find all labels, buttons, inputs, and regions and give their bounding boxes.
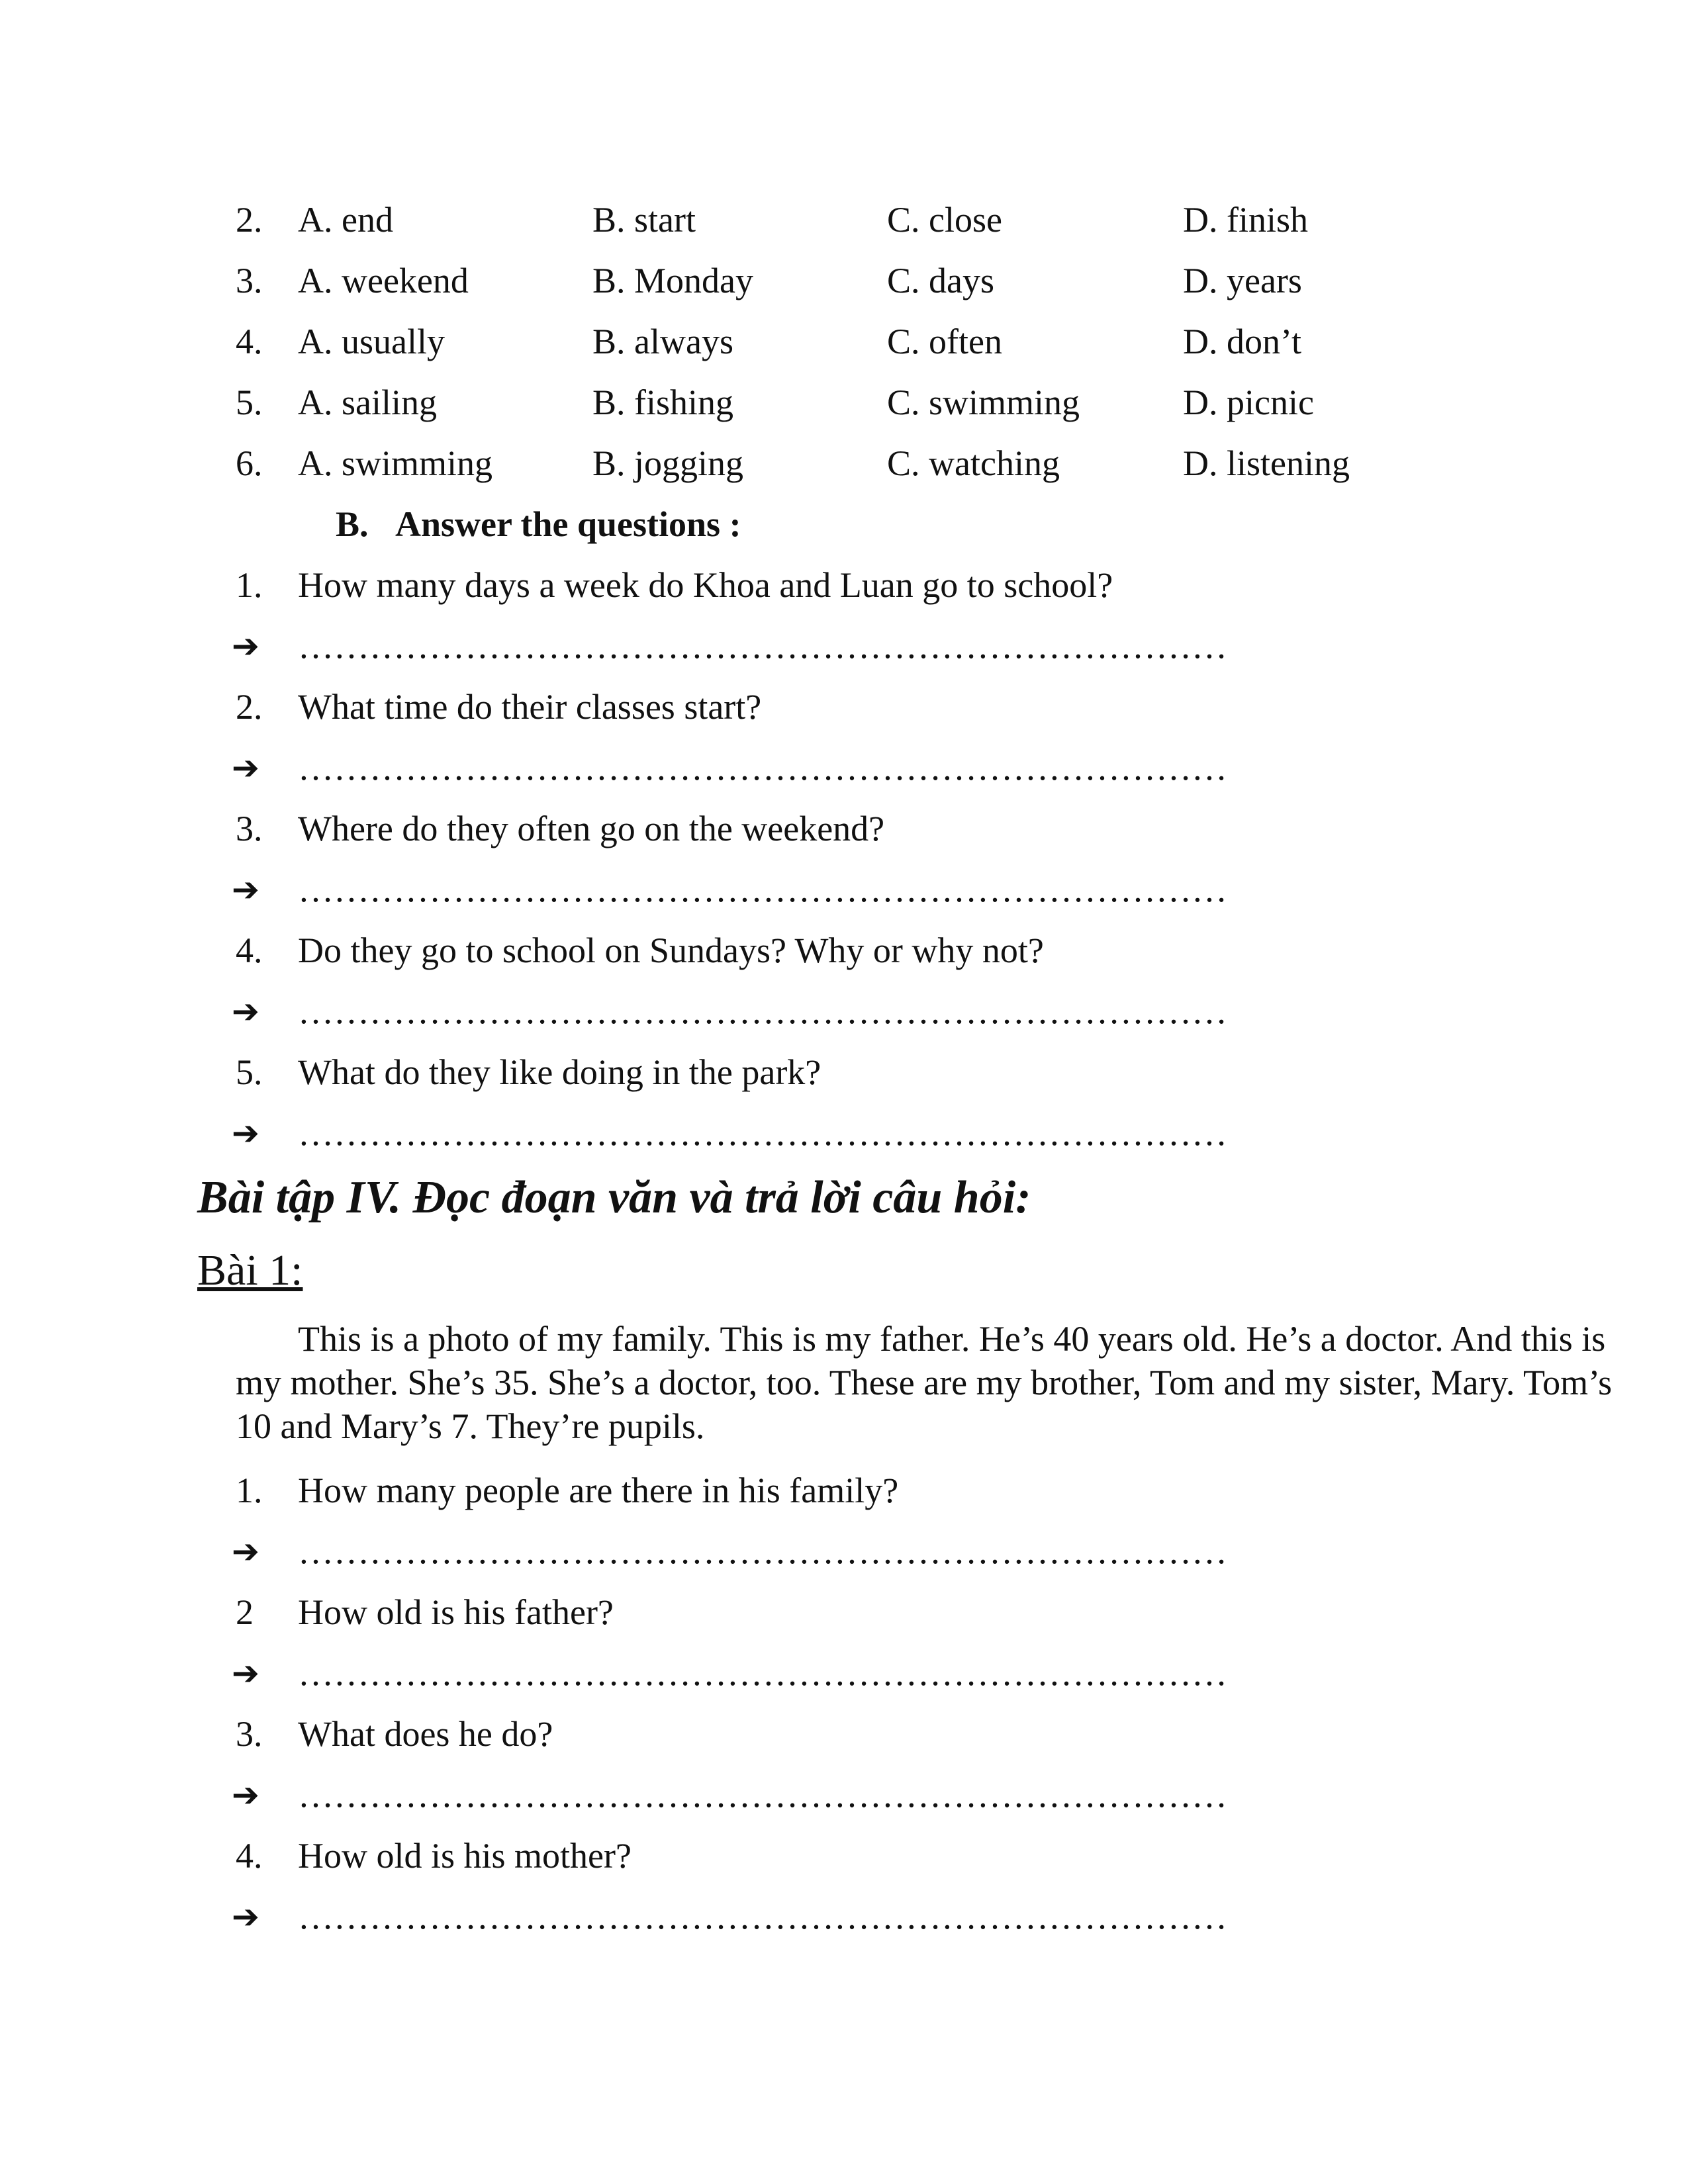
option-c: C. watching <box>887 443 1060 483</box>
question-text: How many people are there in his family? <box>298 1471 899 1510</box>
question-number: 2. <box>236 687 263 727</box>
question-text: Where do they often go on the weekend? <box>298 809 885 848</box>
option-d: D. years <box>1183 261 1302 300</box>
option-b: B. jogging <box>592 443 744 483</box>
arrow-icon: ➔ <box>232 1654 259 1692</box>
answer-blank[interactable]: …………………………………………………………………… <box>298 1113 1227 1153</box>
option-b: B. fishing <box>592 383 734 422</box>
arrow-icon: ➔ <box>232 1776 259 1814</box>
mcq-number: 6. <box>236 443 263 483</box>
answer-blank[interactable]: …………………………………………………………………… <box>298 626 1227 666</box>
option-c: C. swimming <box>887 383 1080 422</box>
question-number: 1. <box>236 565 263 605</box>
question-text: What does he do? <box>298 1714 553 1754</box>
section-title: Bài tập IV. Đọc đoạn văn và trả lời câu hỏi: <box>197 1172 1031 1223</box>
option-c: C. close <box>887 200 1002 240</box>
answer-blank[interactable]: …………………………………………………………………… <box>298 1653 1227 1693</box>
arrow-icon: ➔ <box>232 1114 259 1152</box>
question-number: 4. <box>236 931 263 970</box>
option-b: B. start <box>592 200 696 240</box>
question-text: What time do their classes start? <box>298 687 762 727</box>
option-a: A. weekend <box>298 261 469 300</box>
question-text: How many days a week do Khoa and Luan go to school? <box>298 565 1113 605</box>
reading-passage: This is a photo of my family. This is my father. He’s 40 years old. He’s a doctor. And this is my mother. She’s 35. She’s a doctor, too. These are my brother, Tom and my sister, Mary. Tom’s 10 and Mary’s 7. They’re pupils. <box>236 1319 1613 1446</box>
arrow-icon: ➔ <box>232 870 259 909</box>
option-b: B. Monday <box>592 261 753 300</box>
option-a: A. end <box>298 200 393 240</box>
answer-blank[interactable]: …………………………………………………………………… <box>298 1775 1227 1815</box>
option-d: D. finish <box>1183 200 1308 240</box>
arrow-icon: ➔ <box>232 1897 259 1936</box>
arrow-icon: ➔ <box>232 992 259 1030</box>
part-b-label: B. <box>336 504 369 544</box>
mcq-number: 3. <box>236 261 263 300</box>
arrow-icon: ➔ <box>232 749 259 787</box>
question-text: How old is his mother? <box>298 1836 632 1876</box>
option-d: D. don’t <box>1183 322 1302 361</box>
question-number: 3. <box>236 809 263 848</box>
answer-blank[interactable]: …………………………………………………………………… <box>298 1897 1227 1936</box>
answer-blank[interactable]: …………………………………………………………………… <box>298 870 1227 909</box>
question-number: 2 <box>236 1592 254 1632</box>
option-a: A. swimming <box>298 443 493 483</box>
mcq-number: 2. <box>236 200 263 240</box>
option-b: B. always <box>592 322 733 361</box>
question-text: How old is his father? <box>298 1592 614 1632</box>
mcq-number: 5. <box>236 383 263 422</box>
question-number: 3. <box>236 1714 263 1754</box>
option-a: A. usually <box>298 322 445 361</box>
answer-blank[interactable]: …………………………………………………………………… <box>298 1531 1227 1571</box>
question-number: 4. <box>236 1836 263 1876</box>
option-a: A. sailing <box>298 383 437 422</box>
exercise-subtitle: Bài 1: <box>197 1246 303 1295</box>
answer-blank[interactable]: …………………………………………………………………… <box>298 748 1227 788</box>
question-number: 1. <box>236 1471 263 1510</box>
question-text: Do they go to school on Sundays? Why or why not? <box>298 931 1044 970</box>
arrow-icon: ➔ <box>232 627 259 665</box>
mcq-number: 4. <box>236 322 263 361</box>
option-c: C. days <box>887 261 994 300</box>
arrow-icon: ➔ <box>232 1532 259 1570</box>
part-b-title: Answer the questions : <box>395 504 741 544</box>
answer-blank[interactable]: …………………………………………………………………… <box>298 991 1227 1031</box>
option-d: D. listening <box>1183 443 1350 483</box>
option-c: C. often <box>887 322 1002 361</box>
question-number: 5. <box>236 1052 263 1092</box>
question-text: What do they like doing in the park? <box>298 1052 821 1092</box>
option-d: D. picnic <box>1183 383 1314 422</box>
